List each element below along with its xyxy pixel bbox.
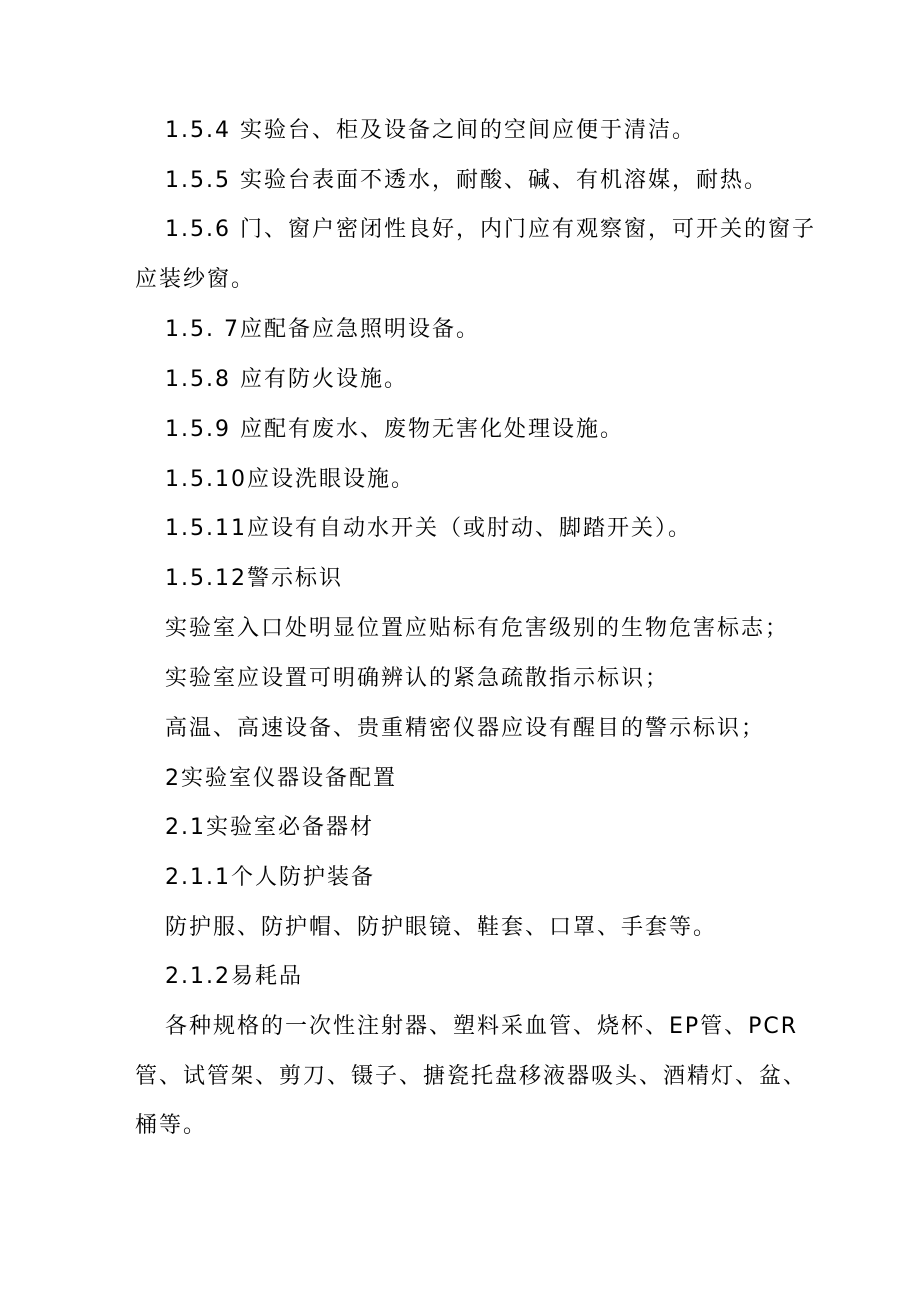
warning-item-biohazard: 实验室入口处明显位置应贴标有危害级别的生物危害标志； — [165, 616, 790, 641]
paragraph-1-5-10: 1.5.10应设洗眼设施。 — [165, 467, 415, 492]
paragraph-1-5-4: 1.5.4 实验台、柜及设备之间的空间应便于清洁。 — [165, 118, 696, 143]
consumables-line-1: 各种规格的一次性注射器、塑料采血管、烧杯、EP管、PCR — [165, 1014, 799, 1039]
paragraph-1-5-6-continuation: 应装纱窗。 — [135, 267, 256, 292]
heading-2-1-1: 2.1.1个人防护装备 — [165, 865, 375, 890]
consumables-line-2: 管、试管架、剪刀、镊子、搪瓷托盘移液器吸头、酒精灯、盆、 — [135, 1064, 808, 1089]
paragraph-1-5-11: 1.5.11应设有自动水开关（或肘动、脚踏开关）。 — [165, 516, 692, 541]
protective-equipment-list: 防护服、防护帽、防护眼镜、鞋套、口罩、手套等。 — [165, 915, 718, 940]
warning-item-equipment: 高温、高速设备、贵重精密仪器应设有醒目的警示标识； — [165, 716, 766, 741]
paragraph-1-5-8: 1.5.8 应有防火设施。 — [165, 367, 408, 392]
heading-2-1: 2.1实验室必备器材 — [165, 815, 374, 840]
heading-2-1-2: 2.1.2易耗品 — [165, 964, 303, 989]
heading-2: 2实验室仪器设备配置 — [165, 766, 397, 791]
consumables-line-3: 桶等。 — [135, 1113, 208, 1138]
heading-1-5-12: 1.5.12警示标识 — [165, 566, 343, 591]
paragraph-1-5-6: 1.5.6 门、窗户密闭性良好，内门应有观察窗，可开关的窗子 — [165, 217, 816, 242]
warning-item-evacuation: 实验室应设置可明确辨认的紧急疏散指示标识； — [165, 666, 670, 691]
paragraph-1-5-5: 1.5.5 实验台表面不透水，耐酸、碱、有机溶媒，耐热。 — [165, 168, 768, 193]
paragraph-1-5-9: 1.5.9 应配有废水、废物无害化处理设施。 — [165, 417, 624, 442]
paragraph-1-5-7: 1.5. 7应配备应急照明设备。 — [165, 317, 480, 342]
